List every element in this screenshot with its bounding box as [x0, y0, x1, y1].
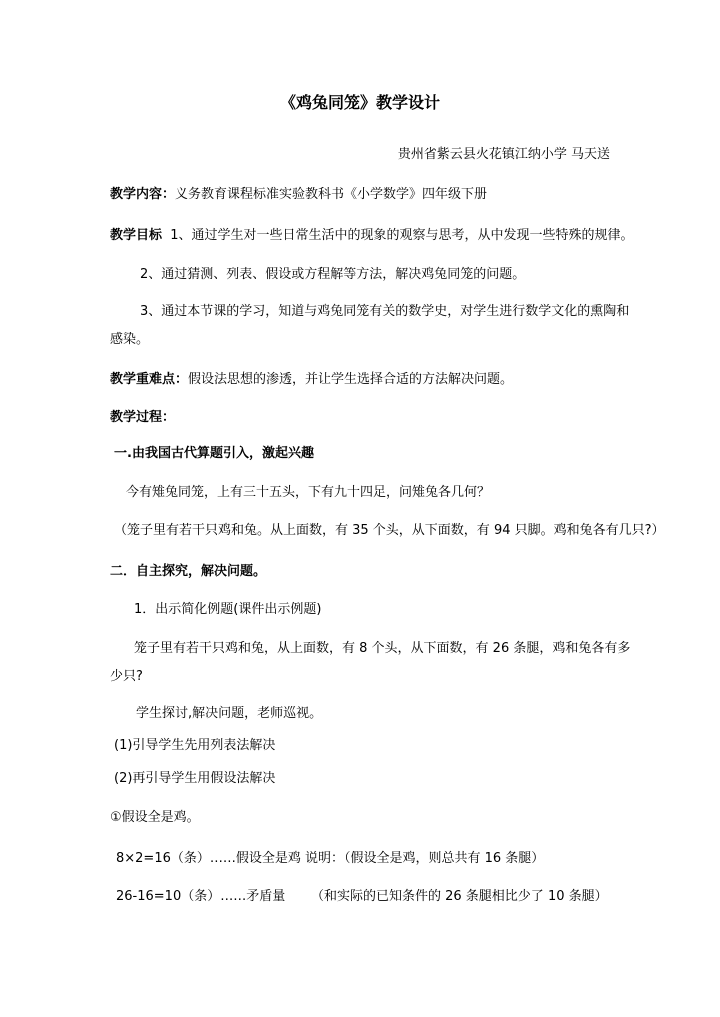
key-label: 教学重难点：	[110, 372, 189, 387]
key-text: 假设法思想的渗透，并让学生选择合适的方法解决问题。	[188, 372, 514, 387]
content-label: 教学内容：	[110, 187, 176, 202]
goal-3-line-1: 3、通过本节课的学习，知道与鸡兔同笼有关的数学史，对学生进行数学文化的熏陶和	[140, 304, 630, 319]
example-line-1: 笼子里有若干只鸡和兔，从上面数，有 8 个头，从下面数，有 26 条腿，鸡和兔各有多	[134, 641, 631, 656]
calc-2-left: 26-16=10（条）……矛盾量	[116, 889, 286, 904]
guide-2: (2)再引导学生用假设法解决	[114, 771, 276, 786]
key-row	[110, 371, 513, 389]
step-1: 1．出示简化例题(课件出示例题)	[134, 602, 322, 617]
ancient-translation: （笼子里有若干只鸡和兔。从上面数，有 35 个头，从下面数，有 94 只脚。鸡和兔各有几只?）	[114, 523, 665, 538]
content-row	[110, 186, 487, 204]
content-text: 义务教育课程标准实验教科书《小学数学》四年级下册	[175, 187, 488, 202]
guide-1: (1)引导学生先用列表法解决	[114, 738, 276, 753]
goals-label: 教学目标	[110, 228, 163, 243]
goal-2: 2、通过猜测、列表、假设或方程解等方法，解决鸡兔同笼的问题。	[140, 267, 526, 282]
goal-1: 1、通过学生对一些日常生活中的现象的观察与思考，从中发现一些特殊的规律。	[170, 228, 634, 243]
page-title: 《鸡兔同笼》教学设计	[279, 93, 440, 112]
ancient-problem: 今有雉兔同笼，上有三十五头，下有九十四足，问雉兔各几何？	[126, 485, 491, 500]
process-label: 教学过程：	[110, 410, 176, 425]
section-1-heading: 一.由我国古代算题引入，激起兴趣	[114, 446, 314, 461]
section-2-heading: 二．自主探究，解决问题。	[110, 564, 267, 579]
goal-3-line-2: 感染。	[110, 332, 150, 347]
goals-row	[110, 227, 634, 245]
students-explore: 学生探讨,解决问题，老师巡视。	[136, 706, 323, 721]
calc-2-right: （和实际的已知条件的 26 条腿相比少了 10 条腿）	[311, 889, 608, 904]
example-line-2: 少只?	[110, 669, 143, 684]
calc-1: 8×2=16（条）……假设全是鸡 说明：（假设全是鸡，则总共有 16 条腿）	[116, 851, 545, 866]
assume-chicken: ①假设全是鸡。	[110, 810, 200, 825]
author-line: 贵州省紫云县火花镇江纳小学 马天送	[397, 147, 610, 162]
